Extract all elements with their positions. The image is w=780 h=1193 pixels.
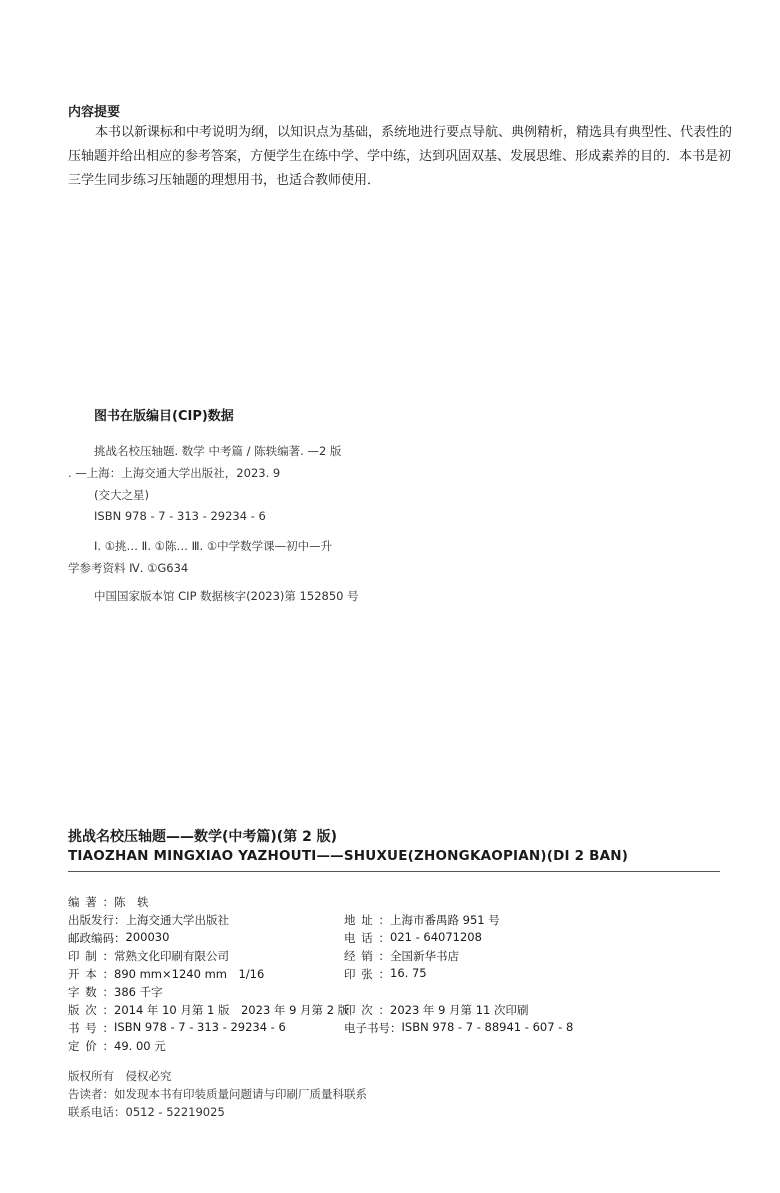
- summary-paragraph: [68, 121, 732, 193]
- divider: [68, 871, 720, 872]
- summary-text: 本书以新课标和中考说明为纲，以知识点为基础，系统地进行要点导航、典例精析，精选具有典型性、代表性的压轴题并给出相应的参考答案，方便学生在练中学、学中练，达到巩固双基、发展思维、形成素养的目的．本书是初三学生同步练习压轴题的理想用书，也适合教师使用．: [68, 125, 733, 188]
- cip-line: . —上海：上海交通大学出版社，2023. 9: [68, 466, 281, 480]
- info-value: 常熟文化印刷有限公司: [114, 949, 229, 963]
- cip-line: (交大之星): [94, 488, 149, 502]
- book-title-chinese: 挑战名校压轴题——数学(中考篇)(第 2 版): [68, 829, 338, 845]
- info-label: 电话：: [344, 931, 390, 945]
- info-label: 开本：: [68, 967, 114, 981]
- info-label: 书号：: [68, 1021, 114, 1035]
- info-value: 2014 年 10 月第 1 版 2023 年 9 月第 2 版: [114, 1003, 350, 1017]
- rights-notice: 版权所有 侵权必究: [68, 1069, 172, 1083]
- info-row-phone: [344, 930, 482, 946]
- info-row-postcode: [68, 930, 169, 946]
- info-row-printing: [344, 1002, 529, 1018]
- info-row-address: [344, 912, 500, 928]
- info-label: 编著：: [68, 895, 114, 909]
- info-value: ISBN 978 - 7 - 313 - 29234 - 6: [114, 1020, 286, 1034]
- info-value: 021 - 64071208: [390, 930, 482, 944]
- info-label: 电子书号：: [344, 1021, 402, 1035]
- cip-line: 中国国家版本馆 CIP 数据核字(2023)第 152850 号: [94, 589, 359, 603]
- contact-phone: 联系电话：0512 - 52219025: [68, 1105, 225, 1119]
- info-row-ebook-isbn: [344, 1020, 573, 1036]
- info-row-edition: [68, 1002, 349, 1018]
- info-value: 49. 00 元: [114, 1039, 166, 1053]
- info-value: 386 千字: [114, 985, 163, 999]
- info-label: 邮政编码：: [68, 931, 126, 945]
- cip-heading: 图书在版编目(CIP)数据: [94, 409, 234, 424]
- info-value: 上海交通大学出版社: [125, 913, 229, 927]
- info-row-publisher: [68, 912, 229, 928]
- info-row-sheets: [344, 966, 427, 982]
- info-row-printer: [68, 948, 229, 964]
- info-label: 地址：: [344, 913, 390, 927]
- info-value: 200030: [125, 930, 170, 944]
- info-value: 上海市番禺路 951 号: [390, 913, 500, 927]
- cip-line: ISBN 978 - 7 - 313 - 29234 - 6: [94, 509, 266, 523]
- reader-notice: 告读者：如发现本书有印装质量问题请与印刷厂质量科联系: [68, 1087, 367, 1101]
- info-label: 版次：: [68, 1003, 114, 1017]
- cip-line: 学参考资料 Ⅳ. ①G634: [68, 561, 189, 575]
- info-label: 印次：: [344, 1003, 390, 1017]
- summary-heading: 内容提要: [68, 105, 121, 120]
- info-value: 890 mm×1240 mm 1/16: [114, 967, 265, 981]
- info-label: 经销：: [344, 949, 390, 963]
- info-value: 2023 年 9 月第 11 次印刷: [390, 1003, 529, 1017]
- info-label: 印制：: [68, 949, 114, 963]
- cip-line: 挑战名校压轴题. 数学 中考篇 / 陈轶编著. —2 版: [94, 444, 342, 458]
- info-label: 定价：: [68, 1039, 114, 1053]
- info-value: 16. 75: [390, 966, 427, 980]
- info-row-distributor: [344, 948, 459, 964]
- info-row-wordcount: [68, 984, 163, 1000]
- book-title-pinyin: TIAOZHAN MINGXIAO YAZHOUTI——SHUXUE(ZHONGKAOPIAN)(DI 2 BAN): [68, 848, 629, 864]
- info-row-format: [68, 966, 264, 982]
- info-row-author: [68, 894, 149, 910]
- info-value: ISBN 978 - 7 - 88941 - 607 - 8: [401, 1020, 574, 1034]
- info-label: 出版发行：: [68, 913, 126, 927]
- cip-line: Ⅰ. ①挑… Ⅱ. ①陈… Ⅲ. ①中学数学课—初中—升: [94, 539, 333, 553]
- info-label: 印张：: [344, 967, 390, 981]
- info-row-isbn: [68, 1020, 286, 1036]
- info-value: 全国新华书店: [390, 949, 459, 963]
- info-row-price: [68, 1038, 166, 1054]
- info-label: 字数：: [68, 985, 114, 999]
- info-value: 陈 轶: [114, 895, 149, 909]
